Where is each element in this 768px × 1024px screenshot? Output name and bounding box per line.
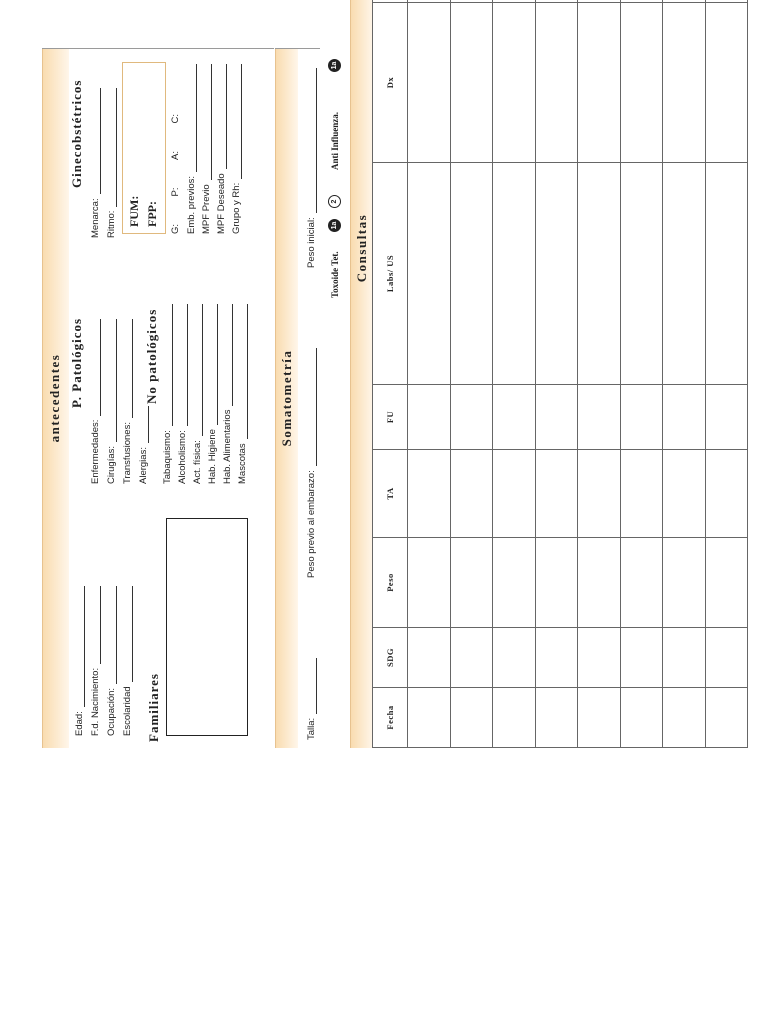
cell-ta[interactable]: [705, 450, 748, 538]
mpf-previo-field[interactable]: MPF Previo: [199, 64, 212, 234]
antecedentes-header: [42, 48, 69, 748]
mascotas-field[interactable]: Mascotas: [235, 304, 248, 484]
cell-fu[interactable]: [663, 385, 706, 450]
cell-fecha[interactable]: [493, 688, 536, 748]
cell-fecha[interactable]: [663, 688, 706, 748]
edad-field[interactable]: Edad:: [72, 586, 85, 736]
partos-label: P:: [170, 187, 181, 197]
cell-sdg[interactable]: [663, 628, 706, 688]
cell-fecha[interactable]: [705, 688, 748, 748]
column-header-fecha: Fecha: [373, 688, 408, 748]
transfusiones-field[interactable]: Transfusiones:: [120, 319, 133, 484]
column-header-labs-us: Labs/ US: [373, 163, 408, 385]
column-header-peso: Peso: [373, 538, 408, 628]
cell-labs-us[interactable]: [535, 163, 578, 385]
cell-dx[interactable]: [450, 3, 493, 163]
cell-sdg[interactable]: [705, 628, 748, 688]
antecedentes-title: antecedentes: [47, 353, 62, 443]
cell-peso[interactable]: [663, 538, 706, 628]
cell-peso[interactable]: [620, 538, 663, 628]
cell-tratamiento[interactable]: [450, 0, 493, 3]
cell-sdg[interactable]: [578, 628, 621, 688]
cell-dx[interactable]: [493, 3, 536, 163]
cell-peso[interactable]: [535, 538, 578, 628]
cell-labs-us[interactable]: [450, 163, 493, 385]
cell-fecha[interactable]: [535, 688, 578, 748]
cell-ta[interactable]: [578, 450, 621, 538]
cell-labs-us[interactable]: [493, 163, 536, 385]
cell-sdg[interactable]: [408, 628, 451, 688]
consultas-title: Consultas: [354, 213, 369, 283]
cell-labs-us[interactable]: [408, 163, 451, 385]
table-row: [535, 0, 578, 748]
patologicos-title: P. Patológicos: [69, 317, 84, 408]
cell-fecha[interactable]: [408, 688, 451, 748]
cell-peso[interactable]: [408, 538, 451, 628]
influenza-label: Anti Influenza.: [330, 111, 340, 170]
influenza-dose-1-badge[interactable]: 1a: [328, 59, 341, 72]
fecha-nacimiento-field[interactable]: F.d. Nacimiento:: [88, 586, 101, 736]
cell-peso[interactable]: [493, 538, 536, 628]
cell-dx[interactable]: [620, 3, 663, 163]
gpac-row: [170, 114, 181, 234]
table-row: [450, 0, 493, 748]
toxoide-label: Toxoide Tet.: [330, 251, 340, 298]
alcoholismo-field[interactable]: Alcoholismo:: [175, 304, 188, 484]
cell-dx[interactable]: [663, 3, 706, 163]
familiares-title: Familiares: [146, 673, 161, 742]
cell-fu[interactable]: [493, 385, 536, 450]
familiares-box[interactable]: [166, 518, 248, 736]
cell-peso[interactable]: [705, 538, 748, 628]
mpf-deseado-field[interactable]: MPF Deseado: [214, 64, 227, 234]
cell-tratamiento[interactable]: [663, 0, 706, 3]
cell-fecha[interactable]: [578, 688, 621, 748]
table-row: [663, 0, 706, 748]
peso-previo-field[interactable]: Peso previo al embarazo:: [304, 348, 317, 578]
cell-fu[interactable]: [620, 385, 663, 450]
tabaquismo-field[interactable]: Tabaquismo:: [160, 304, 173, 484]
cell-fecha[interactable]: [450, 688, 493, 748]
somatometria-header: [275, 48, 298, 748]
habitos-higiene-field[interactable]: Hab. Higiene: [205, 304, 218, 484]
peso-inicial-field[interactable]: Peso inicial:: [304, 68, 317, 268]
cell-sdg[interactable]: [620, 628, 663, 688]
cell-fu[interactable]: [705, 385, 748, 450]
cell-ta[interactable]: [450, 450, 493, 538]
escolaridad-field[interactable]: Escolaridad: [120, 586, 133, 736]
cell-peso[interactable]: [450, 538, 493, 628]
talla-field[interactable]: Talla:: [304, 658, 317, 740]
cell-sdg[interactable]: [450, 628, 493, 688]
consultas-header-row: [373, 0, 408, 748]
abortos-label: A:: [170, 151, 181, 160]
consultas-body: [408, 0, 748, 748]
cell-ta[interactable]: [408, 450, 451, 538]
cell-fu[interactable]: [450, 385, 493, 450]
column-header-tratamiento: [373, 0, 408, 3]
gestas-label: G:: [170, 223, 181, 234]
cell-ta[interactable]: [535, 450, 578, 538]
cell-dx[interactable]: [578, 3, 621, 163]
prenatal-record-sheet: [42, 0, 748, 748]
enfermedades-field[interactable]: Enfermedades:: [88, 319, 101, 484]
actividad-fisica-field[interactable]: Act. física:: [190, 304, 203, 484]
cell-sdg[interactable]: [493, 628, 536, 688]
cell-tratamiento[interactable]: [620, 0, 663, 3]
table-row: [620, 0, 663, 748]
cell-labs-us[interactable]: [663, 163, 706, 385]
toxoide-dose-2-badge[interactable]: 2: [328, 195, 341, 208]
ritmo-field[interactable]: Ritmo:: [104, 88, 117, 238]
cell-fecha[interactable]: [620, 688, 663, 748]
cell-labs-us[interactable]: [620, 163, 663, 385]
cell-labs-us[interactable]: [705, 163, 748, 385]
alergias-field[interactable]: Alergias:: [136, 406, 149, 484]
column-header-fu: FU: [373, 385, 408, 450]
cell-tratamiento[interactable]: [493, 0, 536, 3]
menarca-field[interactable]: Menarca:: [88, 88, 101, 238]
no-patologicos-title: No patológicos: [144, 308, 159, 404]
table-row: [705, 0, 748, 748]
cell-tratamiento[interactable]: [578, 0, 621, 3]
table-row: [578, 0, 621, 748]
column-header-sdg: SDG: [373, 628, 408, 688]
cell-fu[interactable]: [408, 385, 451, 450]
antecedentes-right-border: [42, 48, 274, 49]
fpp-label: FPP:: [145, 201, 159, 227]
fum-label: FUM:: [127, 195, 141, 227]
cesareas-label: C:: [170, 114, 181, 124]
somatometria-title: Somatometría: [279, 349, 294, 447]
fum-fpp-box[interactable]: [122, 62, 166, 234]
cell-ta[interactable]: [620, 450, 663, 538]
column-header-dx: Dx: [373, 3, 408, 163]
cell-fu[interactable]: [578, 385, 621, 450]
table-row: [493, 0, 536, 748]
table-row: [408, 0, 451, 748]
cirugias-field[interactable]: Cirugías:: [104, 319, 117, 484]
gineco-title: Ginecobstétricos: [69, 79, 84, 188]
somatometria-right-border: [275, 48, 320, 49]
consultas-table: [372, 0, 748, 748]
toxoide-dose-1-badge[interactable]: 1a: [328, 219, 341, 232]
cell-dx[interactable]: [705, 3, 748, 163]
cell-tratamiento[interactable]: [408, 0, 451, 3]
habitos-alimentarios-field[interactable]: Hab. Alimentarios: [220, 304, 233, 484]
cell-sdg[interactable]: [535, 628, 578, 688]
cell-dx[interactable]: [408, 3, 451, 163]
grupo-rh-field[interactable]: Grupo y Rh:: [229, 64, 242, 234]
cell-ta[interactable]: [663, 450, 706, 538]
ocupacion-field[interactable]: Ocupación:: [104, 586, 117, 736]
cell-dx[interactable]: [535, 3, 578, 163]
cell-tratamiento[interactable]: [535, 0, 578, 3]
embarazos-previos-field[interactable]: Emb. previos:: [184, 64, 197, 234]
cell-fu[interactable]: [535, 385, 578, 450]
cell-tratamiento[interactable]: [705, 0, 748, 3]
cell-peso[interactable]: [578, 538, 621, 628]
column-header-ta: TA: [373, 450, 408, 538]
consultas-header: [350, 0, 373, 748]
cell-labs-us[interactable]: [578, 163, 621, 385]
cell-ta[interactable]: [493, 450, 536, 538]
